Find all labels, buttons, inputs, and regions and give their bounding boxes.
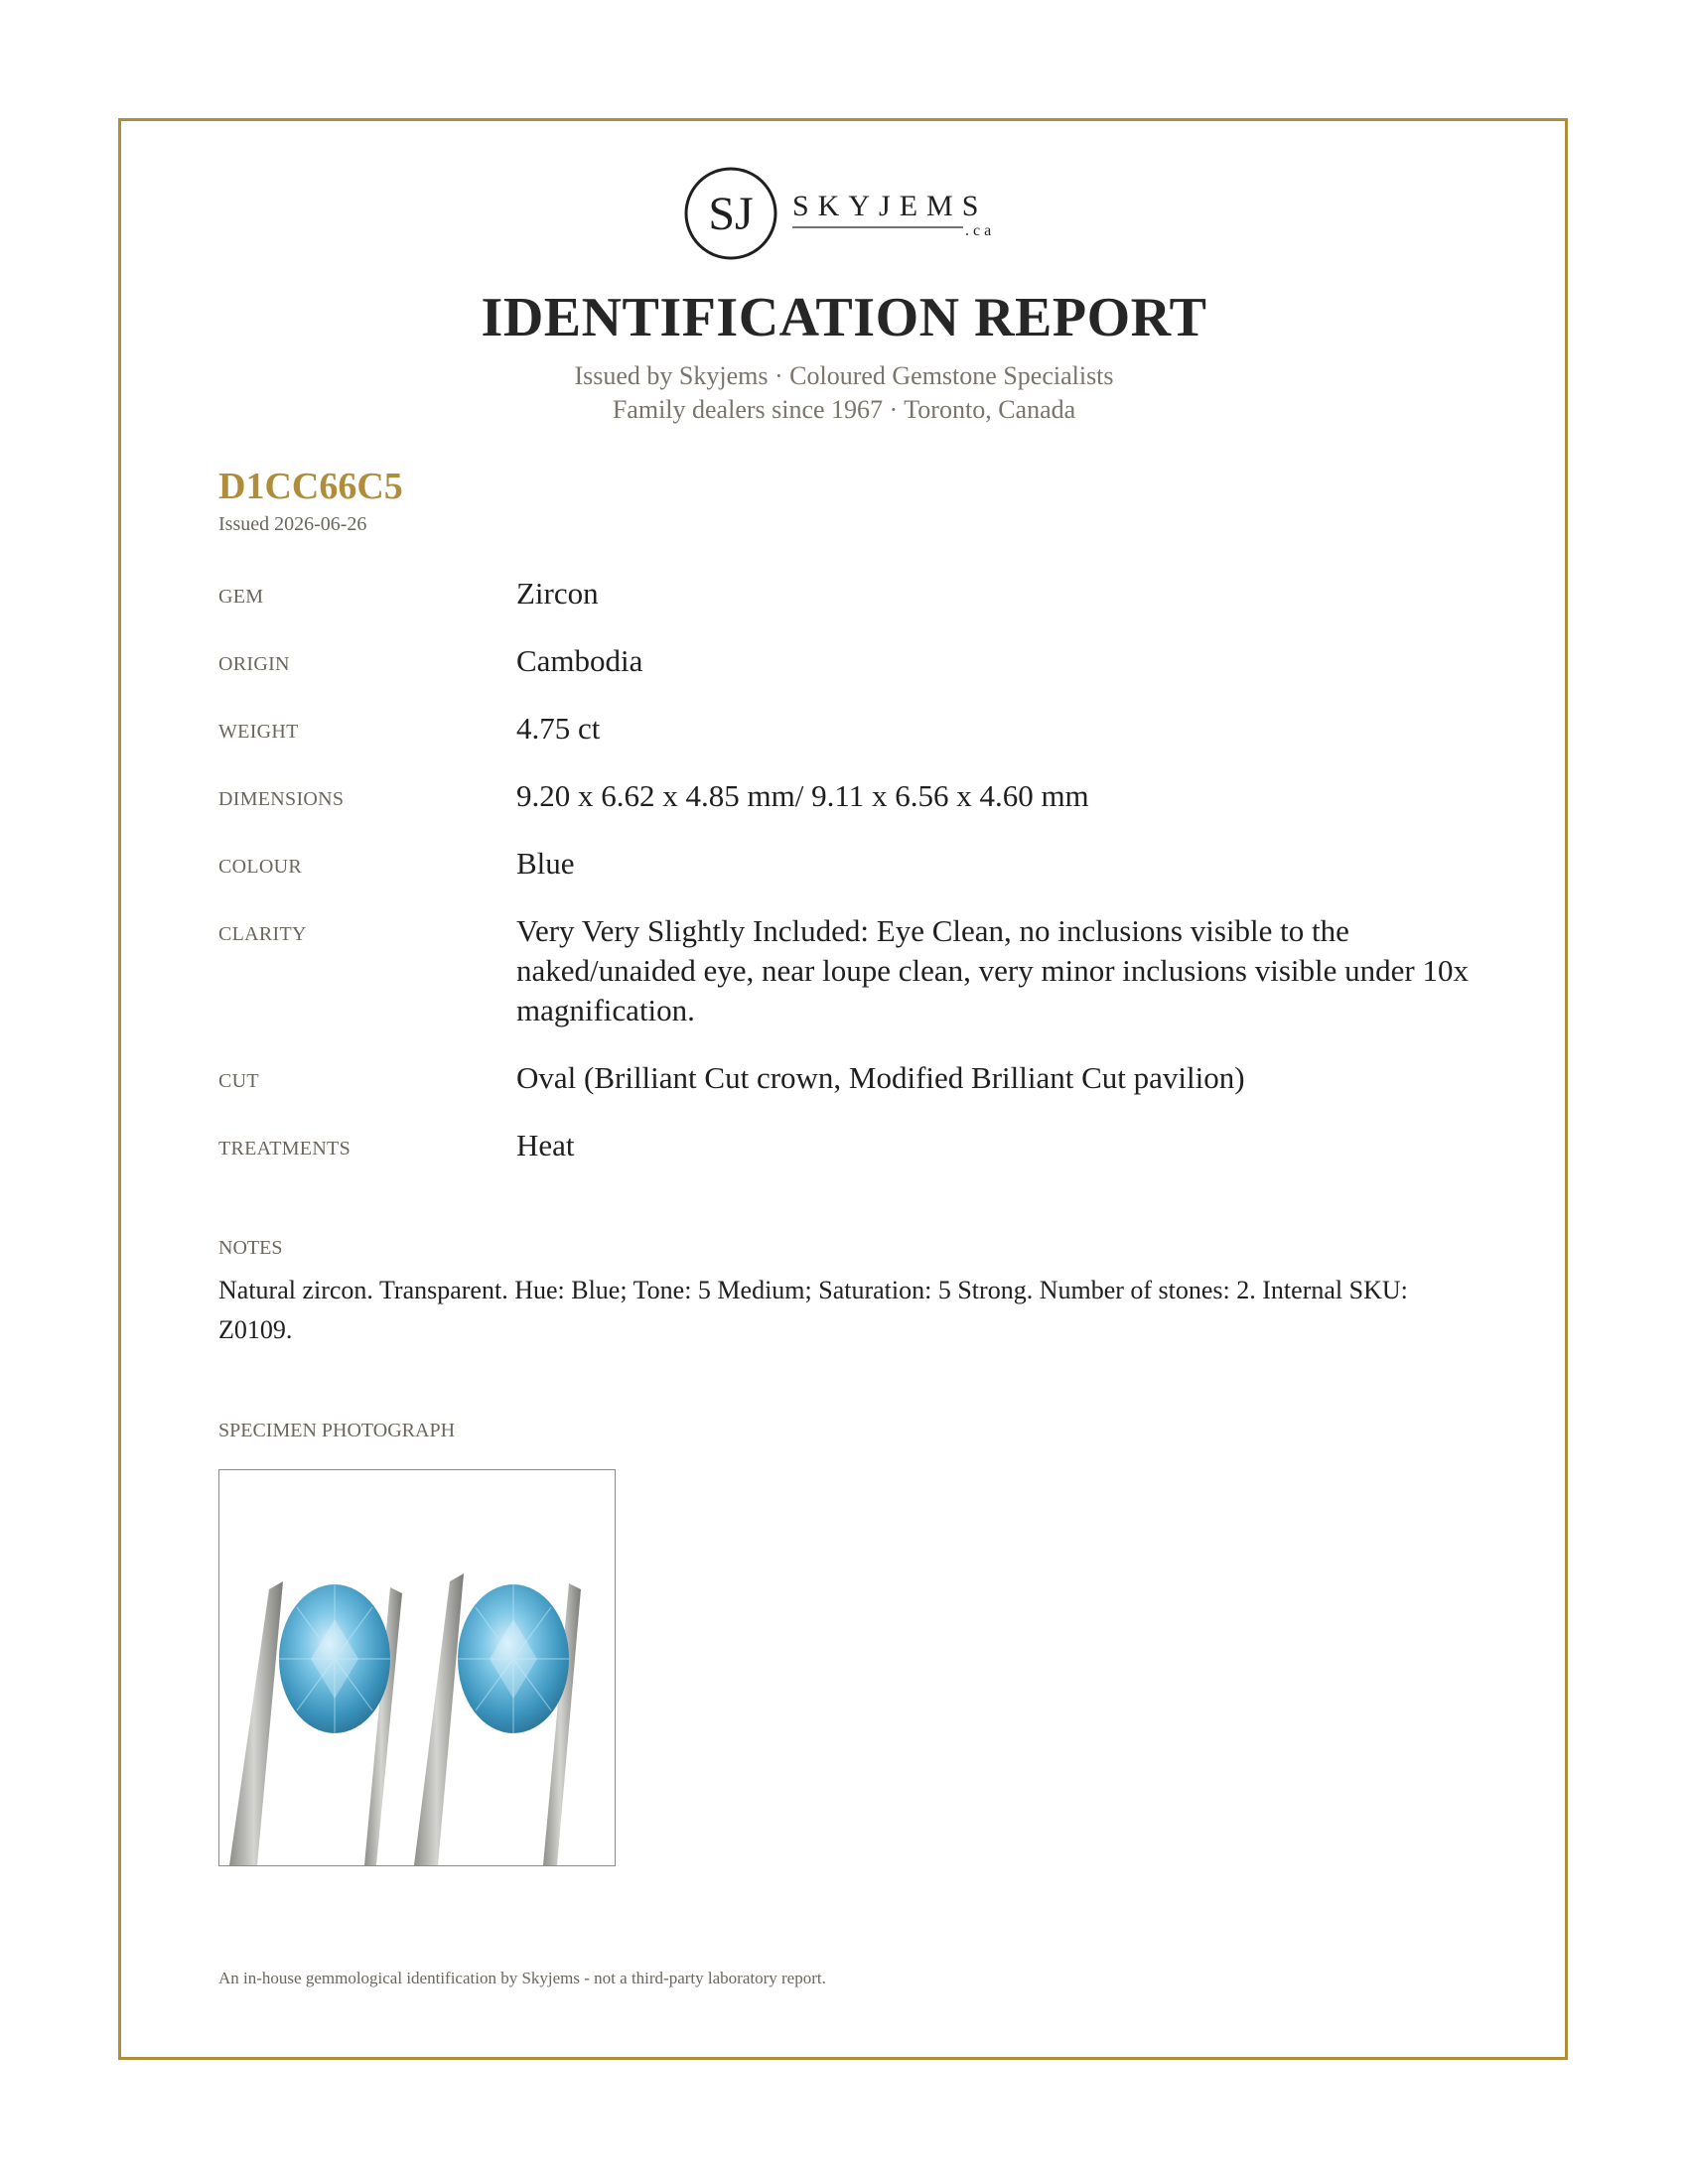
field-label: CLARITY	[218, 923, 307, 945]
field-row-dimensions	[218, 776, 1499, 816]
field-value: 4.75 ct	[516, 711, 601, 746]
field-row-colour	[218, 844, 1499, 884]
field-value: Blue	[516, 846, 575, 881]
issuer-line: Issued by Skyjems · Coloured Gemstone Specialists	[574, 361, 1114, 390]
field-row-weight	[218, 709, 1499, 749]
logo-monogram: SJ	[708, 188, 754, 240]
heritage-line: Family dealers since 1967 · Toronto, Canada	[612, 395, 1076, 424]
field-label: GEM	[218, 586, 264, 608]
field-label: COLOUR	[218, 856, 303, 878]
field-value: Very Very Slightly Included: Eye Clean, no inclusions visible to the naked/unaided eye, near loupe clean, very minor inclusions visible under 10x magnification.	[516, 913, 1469, 1027]
gemstone-right	[458, 1584, 569, 1733]
notes-text: Natural zircon. Transparent. Hue: Blue; Tone: 5 Medium; Saturation: 5 Strong. Number of stones: 2. Internal SKU: Z0109.	[218, 1276, 1408, 1344]
field-label: ORIGIN	[218, 653, 290, 675]
field-value: Oval (Brilliant Cut crown, Modified Brilliant Cut pavilion)	[516, 1060, 1245, 1095]
report-fields	[218, 574, 1499, 1193]
field-label: DIMENSIONS	[218, 788, 345, 810]
tweezer-tip	[414, 1573, 464, 1865]
field-label: CUT	[218, 1070, 259, 1092]
footer-disclaimer: An in-house gemmological identification by Skyjems - not a third-party laboratory report.	[218, 1969, 826, 1987]
field-label: WEIGHT	[218, 721, 299, 743]
field-row-cut	[218, 1058, 1499, 1098]
report-id: D1CC66C5	[218, 466, 403, 507]
photo-label: SPECIMEN PHOTOGRAPH	[218, 1420, 456, 1441]
logo-domain: .ca	[965, 222, 996, 239]
field-value: Zircon	[516, 576, 599, 611]
field-value: Heat	[516, 1128, 575, 1162]
field-row-origin	[218, 641, 1499, 681]
issue-date: Issued 2026-06-26	[218, 513, 367, 535]
tweezer-tip	[229, 1581, 283, 1865]
specimen-photo	[218, 1469, 616, 1866]
page-title: IDENTIFICATION REPORT	[481, 287, 1207, 348]
skyjems-logo	[683, 164, 1011, 263]
field-row-treatments	[218, 1126, 1499, 1165]
field-value: Cambodia	[516, 643, 643, 678]
field-value: 9.20 x 6.62 x 4.85 mm/ 9.11 x 6.56 x 4.60 mm	[516, 778, 1089, 813]
field-row-clarity	[218, 911, 1499, 1030]
logo-wordmark: SKYJEMS	[792, 190, 988, 222]
field-label: TREATMENTS	[218, 1138, 351, 1160]
field-row-gem	[218, 574, 1499, 614]
gemstone-left	[279, 1584, 390, 1733]
notes-label: NOTES	[218, 1237, 283, 1259]
